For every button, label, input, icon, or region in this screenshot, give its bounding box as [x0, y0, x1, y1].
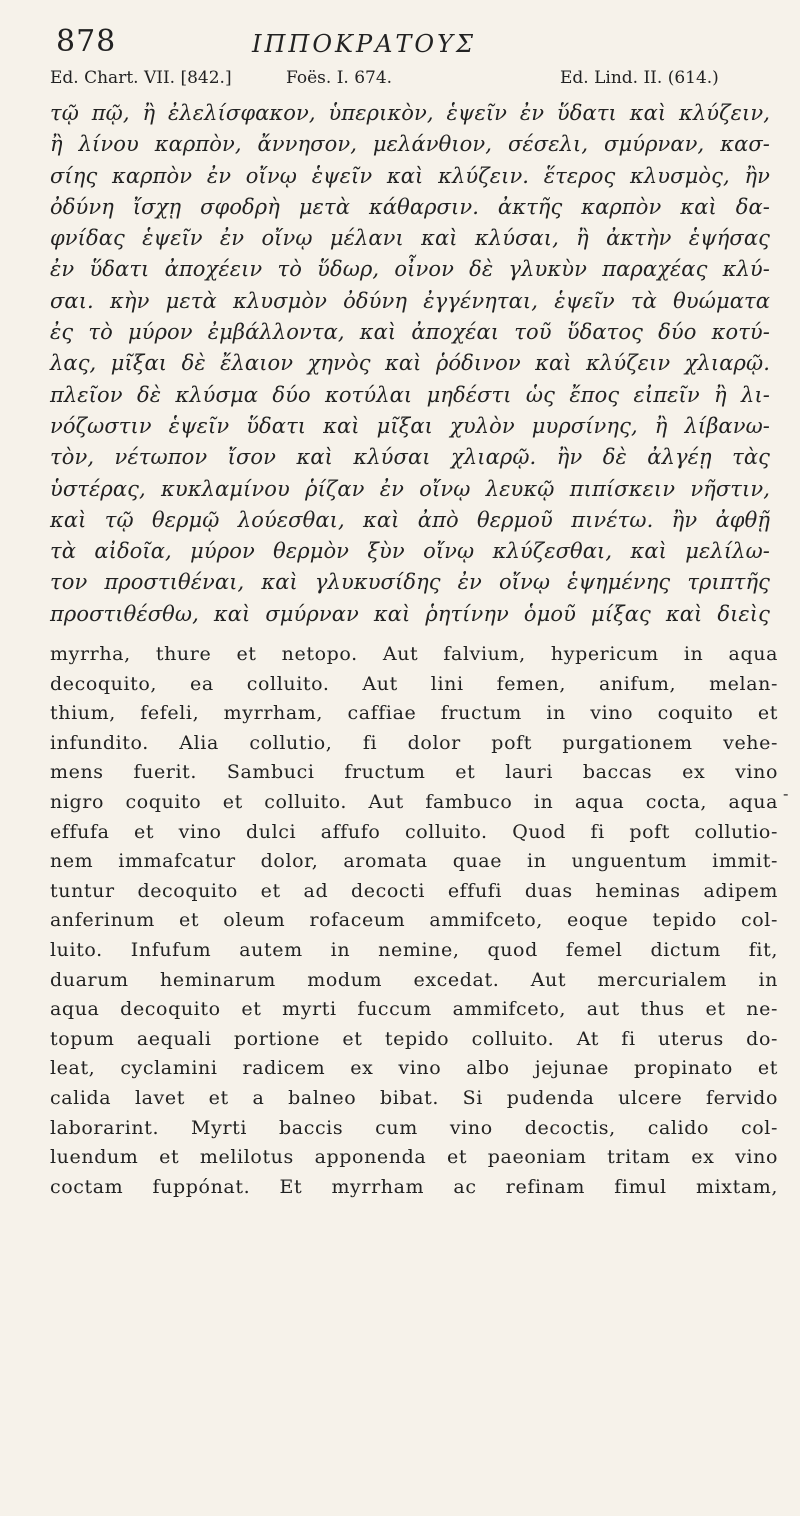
latin-text-line: nigro coquito et colluito. Aut fambuco in aqua cocta, aqua [50, 790, 778, 813]
latin-text-line: topum aequali portione et tepido colluito. At fi uterus do- [50, 1027, 778, 1050]
latin-text-line: calida lavet et a balneo bibat. Si pudenda ulcere fervido [50, 1086, 778, 1109]
greek-text-line: νόζωστιν ἑψεῖν ὕδατι καὶ μῖξαι χυλὸν μυρσίνης, ἢ λίβανω- [50, 413, 770, 438]
greek-text-line: καὶ τῷ θερμῷ λούεσθαι, καὶ ἀπὸ θερμοῦ πινέτω. ἢν ἀφθῇ [50, 507, 770, 532]
running-title: ΙΠΠΟΚΡΑΤΟΥΣ [252, 30, 476, 58]
greek-text-line: ὑστέρας, κυκλαμίνου ῥίζαν ἐν οἴνῳ λευκῷ πιπίσκειν νῆστιν, [50, 476, 770, 501]
greek-text-line: προστιθέσθω, καὶ σμύρναν καὶ ῥητίνην ὁμοῦ μίξας καὶ διεὶς [50, 601, 770, 626]
latin-text-line: myrrha, thure et netopo. Aut falvium, hypericum in aqua [50, 643, 778, 665]
latin-text-line: decoquito, ea colluito. Aut lini femen, anifum, melan- [50, 672, 778, 695]
latin-text-line: leat, cyclamini radicem ex vino albo jejunae propinato et [50, 1057, 778, 1080]
greek-text-line: σίης καρπὸν ἐν οἴνῳ ἑψεῖν καὶ κλύζειν. ἕτερος κλυσμὸς, ἢν [50, 163, 770, 188]
margin-mark: - [783, 784, 789, 803]
latin-text-line: tuntur decoquito et ad decocti effufi duas heminas adipem [50, 879, 778, 902]
ref-foesius: Foës. I. 674. [286, 68, 393, 88]
greek-text-line: ἢ λίνου καρπὸν, ἄννησον, μελάνθιον, σέσελι, σμύρναν, κασ- [50, 132, 770, 157]
latin-text-line: infundito. Alia collutio, fi dolor poft purgationem vehe- [50, 731, 778, 754]
greek-text-line: φνίδας ἑψεῖν ἐν οἴνῳ μέλανι καὶ κλύσαι, ἢ ἀκτὴν ἑψήσας [50, 226, 770, 251]
latin-text-line: anferinum et oleum rofaceum ammifceto, eoque tepido col- [50, 909, 778, 932]
ref-linden: Ed. Lind. II. (614.) [560, 68, 719, 88]
latin-text-line: luito. Infufum autem in nemine, quod femel dictum fit, [50, 938, 778, 961]
page-number: 878 [56, 24, 117, 59]
latin-text-line: luendum et melilotus apponenda et paeoniam tritam ex vino [50, 1146, 778, 1169]
latin-text-line: laborarint. Myrti baccis cum vino decoctis, calido col- [50, 1116, 778, 1139]
ref-chartier: Ed. Chart. VII. [842.] [50, 68, 232, 88]
greek-text-block [50, 98, 770, 630]
greek-text-line: ὀδύνη ἴσχῃ σφοδρὴ μετὰ κάθαρσιν. ἀκτῆς καρπὸν καὶ δα- [50, 194, 770, 219]
latin-text-line: effufa et vino dulci affufo colluito. Quod fi poft collutio- [50, 820, 778, 843]
greek-text-line: ἐς τὸ μύρον ἐμβάλλοντα, καὶ ἀποχέαι τοῦ ὕδατος δύο κοτύ- [50, 320, 770, 345]
greek-text-line: λας, μῖξαι δὲ ἔλαιον χηνὸς καὶ ῥόδινον καὶ κλύζειν χλιαρῷ. [50, 351, 770, 376]
latin-text-line: duarum heminarum modum excedat. Aut mercurialem in [50, 968, 778, 991]
greek-text-line: τῷ πῷ, ἢ ἐλελίσφακον, ὑπερικὸν, ἑψεῖν ἐν ὕδατι καὶ κλύζειν, [50, 101, 770, 125]
latin-text-block [50, 640, 778, 1202]
greek-text-line: ἐν ὕδατι ἀποχέειν τὸ ὕδωρ, οἶνον δὲ γλυκὺν παραχέας κλύ- [50, 257, 770, 282]
latin-text-line: nem immafcatur dolor, aromata quae in unguentum immit- [50, 850, 778, 873]
latin-text-line: thium, fefeli, myrrham, caffiae fructum in vino coquito et [50, 702, 778, 725]
greek-text-line: πλεῖον δὲ κλύσμα δύο κοτύλαι μηδέστι ὡς ἔπος εἰπεῖν ἢ λι- [50, 382, 770, 407]
latin-text-line: coctam fuppónat. Et myrrham ac refinam fimul mixtam, [50, 1175, 778, 1198]
greek-text-line: τὸν, νέτωπον ἴσον καὶ κλύσαι χλιαρῷ. ἢν δὲ ἀλγέῃ τὰς [50, 445, 770, 470]
page-header [56, 24, 776, 64]
greek-text-line: τον προστιθέναι, καὶ γλυκυσίδης ἐν οἴνῳ ἑψημένης τριπτῆς [50, 570, 770, 595]
greek-text-line: τὰ αἰδοῖα, μύρον θερμὸν ξὺν οἴνῳ κλύζεσθαι, καὶ μελίλω- [50, 539, 770, 564]
latin-text-line: aqua decoquito et myrti fuccum ammifceto, aut thus et ne- [50, 998, 778, 1021]
latin-text-line: mens fuerit. Sambuci fructum et lauri baccas ex vino [50, 761, 778, 784]
greek-text-line: σαι. κὴν μετὰ κλυσμὸν ὀδύνη ἐγγένηται, ἑψεῖν τὰ θυώματα [50, 288, 770, 313]
